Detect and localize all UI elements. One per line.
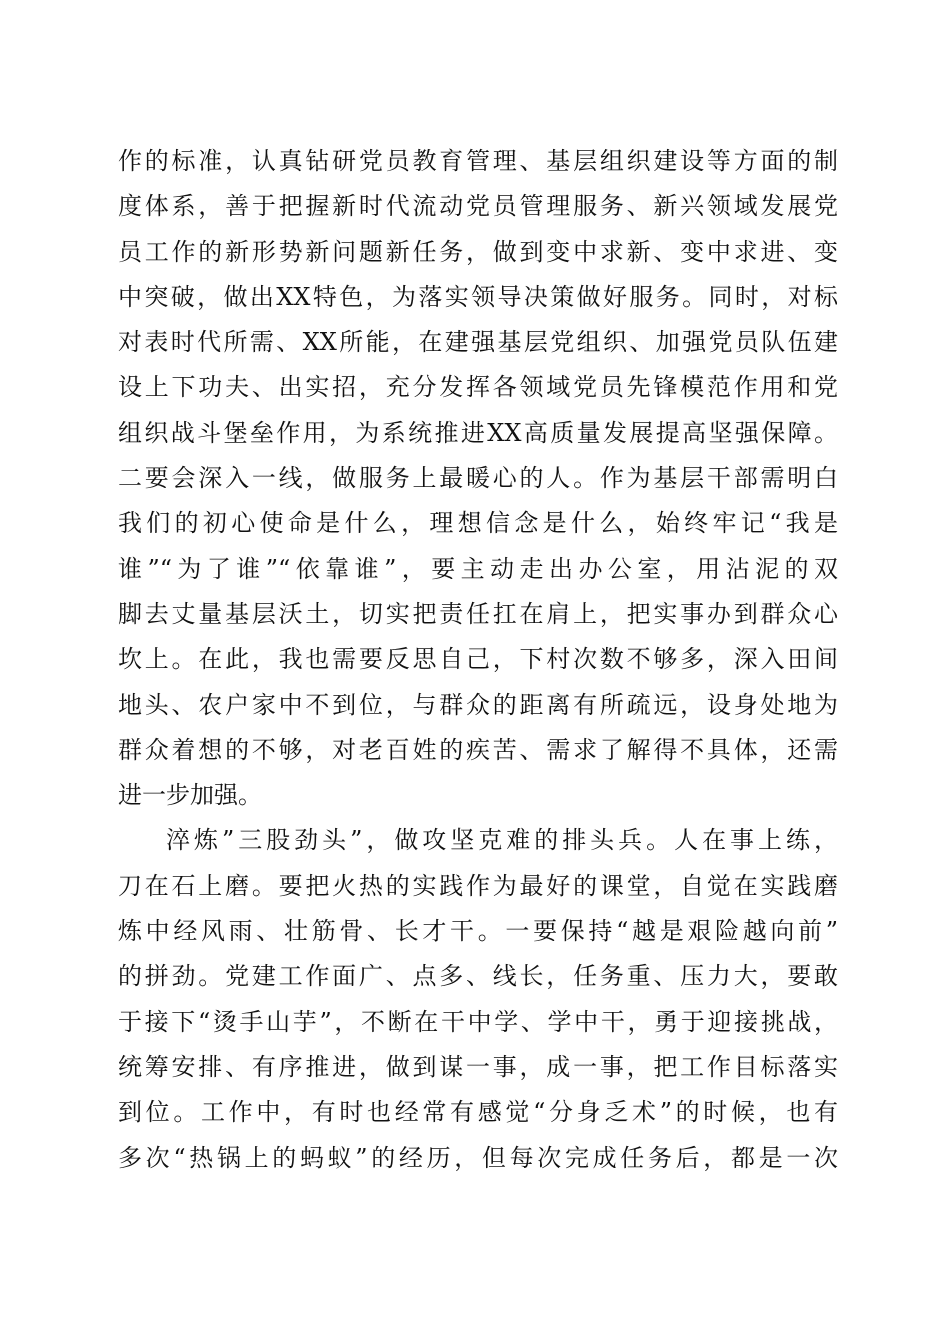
text-line: 多次“热锅上的蚂蚁”的经历，但每次完成任务后，都是一次 — [118, 1143, 838, 1172]
text-line: 作的标准，认真钻研党员教育管理、基层组织建设等方面的制 — [118, 147, 838, 175]
text-line: 我们的初心使命是什么，理想信念是什么，始终牢记“我是 — [118, 509, 838, 538]
text-line: 到位。工作中，有时也经常有感觉“分身乏术”的时候，也有 — [118, 1098, 838, 1127]
paragraph-first-line: 淬炼”三股劲头”，做攻坚克难的排头兵。人在事上练， — [166, 826, 838, 855]
text-line: 的拼劲。党建工作面广、点多、线长，任务重、压力大，要敢 — [118, 962, 838, 991]
text-line: 坎上。在此，我也需要反思自己，下村次数不够多，深入田间 — [118, 645, 838, 674]
text-line: 度体系，善于把握新时代流动党员管理服务、新兴领域发展党 — [118, 192, 838, 221]
body-text — [118, 139, 838, 1181]
text-line: 员工作的新形势新问题新任务，做到变中求新、变中求进、变 — [118, 237, 838, 266]
text-line: 组织战斗堡垒作用，为系统推进XX高质量发展提高坚强保障。 — [118, 418, 838, 447]
paragraph-end-line: 进一步加强。 — [118, 781, 262, 810]
text-line: 对表时代所需、XX所能，在建强基层党组织、加强党员队伍建 — [118, 328, 838, 357]
text-line: 群众着想的不够，对老百姓的疾苦、需求了解得不具体，还需 — [118, 735, 838, 764]
text-line: 二要会深入一线，做服务上最暖心的人。作为基层干部需明白 — [118, 464, 838, 493]
text-line: 设上下功夫、出实招，充分发挥各领域党员先锋模范作用和党 — [118, 373, 838, 402]
text-line: 炼中经风雨、壮筋骨、长才干。一要保持“越是艰险越向前” — [118, 917, 838, 946]
text-line: 脚去丈量基层沃土，切实把责任扛在肩上，把实事办到群众心 — [118, 599, 838, 628]
text-line: 地头、农户家中不到位，与群众的距离有所疏远，设身处地为 — [118, 690, 838, 719]
text-line: 刀在石上磨。要把火热的实践作为最好的课堂，自觉在实践磨 — [118, 871, 838, 900]
text-line: 统筹安排、有序推进，做到谋一事，成一事，把工作目标落实 — [118, 1052, 838, 1081]
text-line: 中突破，做出XX特色，为落实领导决策做好服务。同时，对标 — [118, 282, 838, 311]
text-line: 谁”“为了谁”“依靠谁”，要主动走出办公室，用沾泥的双 — [118, 554, 838, 583]
text-line: 于接下“烫手山芋”，不断在干中学、学中干，勇于迎接挑战， — [118, 1007, 838, 1036]
